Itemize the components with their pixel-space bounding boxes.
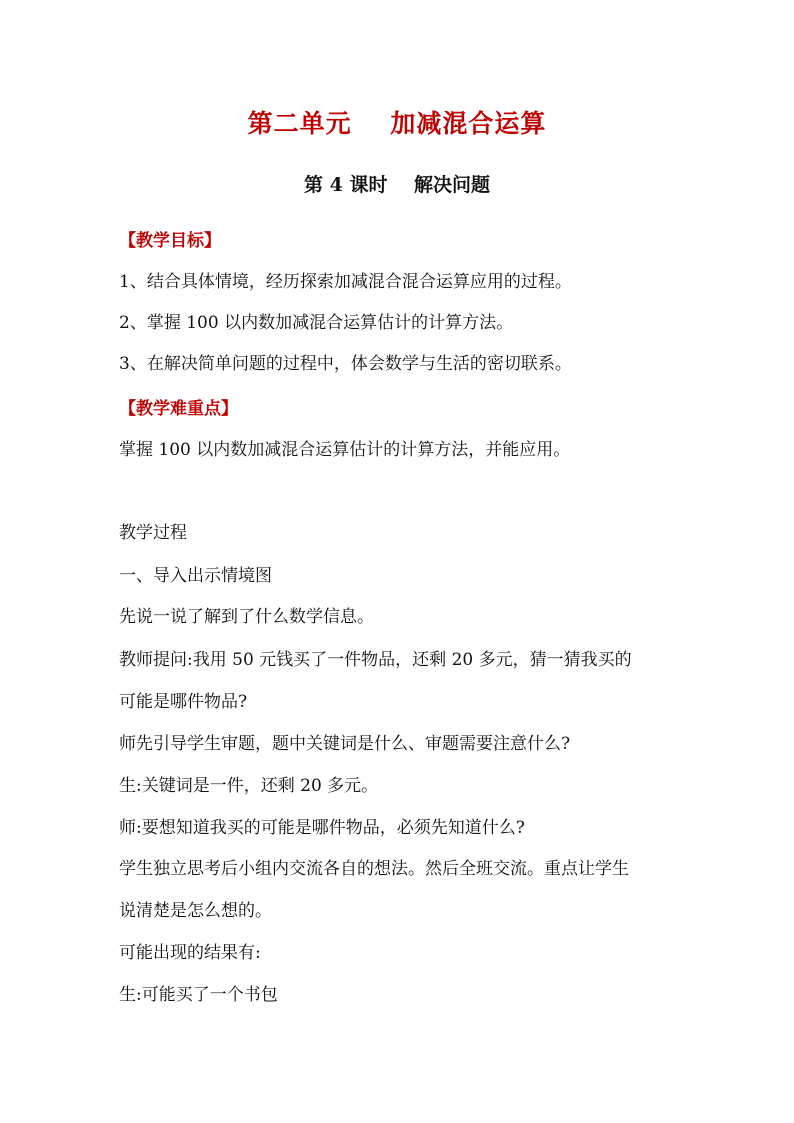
process-line: 生:关键词是一件，还剩 20 多元。 xyxy=(119,776,379,796)
objective-item-1: 1、结合具体情境，经历探索加减混合混合运算应用的过程。 xyxy=(119,272,572,292)
objective-item-3: 3、在解决简单问题的过程中，体会数学与生活的密切联系。 xyxy=(119,354,572,374)
document-title: 第二单元 加减混合运算 xyxy=(247,109,547,138)
process-heading: 教学过程 xyxy=(119,523,187,543)
process-line: 先说一说了解到了什么数学信息。 xyxy=(119,607,374,627)
process-line: 生:可能买了一个书包 xyxy=(119,985,278,1005)
objective-item-2: 2、掌握 100 以内数加减混合运算估计的计算方法。 xyxy=(119,313,514,333)
process-line: 教师提问:我用 50 元钱买了一件物品，还剩 20 多元，猜一猜我买的 xyxy=(119,650,632,670)
process-line: 说清楚是怎么想的。 xyxy=(119,901,272,921)
process-line: 师先引导学生审题，题中关键词是什么、审题需要注意什么? xyxy=(119,734,571,754)
objectives-heading: 【教学目标】 xyxy=(119,231,221,251)
lesson-subtitle: 第 4 课时 解决问题 xyxy=(304,174,490,196)
process-line: 一、导入出示情境图 xyxy=(119,566,272,586)
process-line: 学生独立思考后小组内交流各自的想法。然后全班交流。重点让学生 xyxy=(119,859,629,879)
key-points-heading: 【教学难重点】 xyxy=(119,399,238,419)
process-line: 可能是哪件物品? xyxy=(119,692,248,712)
key-points-text: 掌握 100 以内数加减混合运算估计的计算方法，并能应用。 xyxy=(119,440,571,460)
process-line: 可能出现的结果有: xyxy=(119,943,261,963)
process-line: 师:要想知道我买的可能是哪件物品，必须先知道什么? xyxy=(119,818,525,838)
